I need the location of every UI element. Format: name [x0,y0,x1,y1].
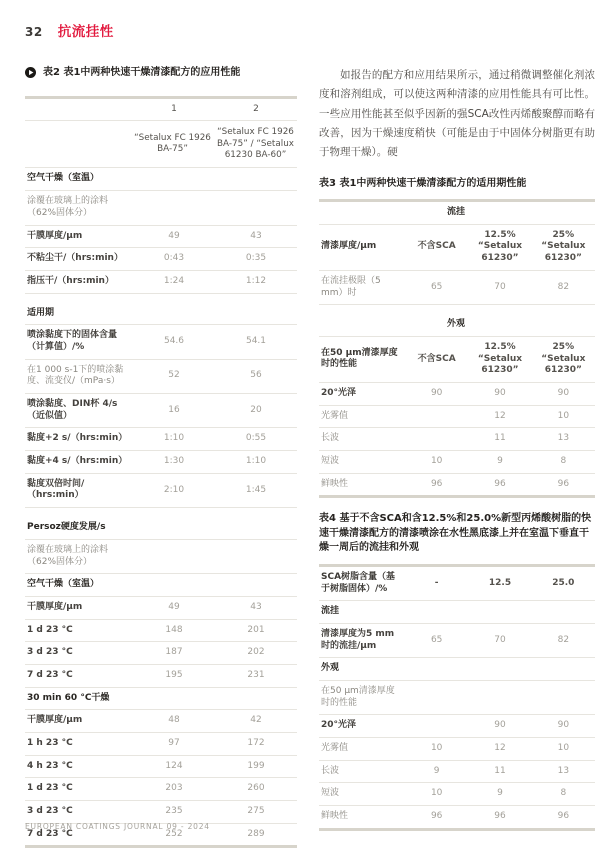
table-row [25,620,297,643]
table-row [25,248,297,271]
cell-value: 202 [247,647,265,658]
cell-value: 1:10 [163,433,185,444]
cell-value: 1:10 [245,456,267,467]
table-row [25,360,297,394]
table-row [319,738,595,761]
cell-value: 42 [250,715,262,726]
row-label: 光雾值 [321,410,349,421]
cell-value: “Setalux FC 1926 BA-75” [134,132,211,155]
row-label: 清漆厚度/μm [321,241,377,252]
table3 [319,199,595,498]
table-row [25,778,297,801]
cell-value: 12.5% “Setalux 61230” [477,229,523,264]
cell-value: 0:55 [245,433,267,444]
table-row [25,688,297,711]
cell-value: 96 [557,478,570,489]
row-label: 黏度+4 s/（hrs:min） [27,456,128,467]
cell-value: 70 [494,281,506,292]
cell-value: 56 [250,370,262,381]
table-row [319,761,595,784]
row-label: 30 min 60 °C干燥 [27,692,110,703]
table-row [25,294,297,303]
cell-value: 90 [557,387,570,398]
row-label: 短波 [321,456,340,466]
cell-value: 10 [557,743,570,754]
table-row [319,383,595,406]
row-label: 在流挂极限（5 mm）时 [321,275,381,298]
cell-value: 12.5% “Setalux 61230” [477,341,523,376]
cell-value: 不含SCA [417,353,456,364]
row-label: 干膜厚度/μm [27,601,83,612]
cell-value: 96 [557,811,570,822]
cell-value: 2:10 [163,484,185,495]
row-label: 涂覆在玻璃上的涂料（62%固体分） [27,196,109,218]
row-label: 7 d 23 °C [27,669,73,680]
table-row [25,710,297,733]
cell-value: 0:35 [245,253,267,264]
row-label: 3 d 23 °C [27,806,73,817]
cell-value: 9 [497,788,503,799]
row-label: SCA树脂含量（基于树脂固体）/% [321,571,396,594]
table-row [319,715,595,738]
cell-value: 203 [165,783,183,794]
row-label: 在50 μm清漆厚度时的性能 [321,686,395,708]
cell-value: 11 [494,765,506,776]
row-label: 干膜厚度/μm [27,230,83,241]
table-row [25,325,297,359]
row-label: 清漆厚度为5 mm时的流挂/μm [321,628,395,651]
cell-value: 96 [494,478,506,489]
cell-value: 12 [494,410,506,421]
row-label: 4 h 23 °C [27,760,73,771]
row-label: 黏度双倍时间/（hrs:min） [27,478,85,501]
content-columns [25,66,595,848]
row-label: 喷涂黏度、DIN杯 4/s（近似值） [27,399,118,421]
cell-value: 252 [165,828,183,839]
cell-value: 172 [247,738,265,749]
row-label: 长波 [321,765,340,776]
table-row [319,783,595,806]
table-row [25,474,297,508]
cell-value: 12 [494,743,506,754]
cell-value: 0:43 [163,253,185,264]
table-row [319,601,595,624]
cell-value: 不含SCA [417,241,456,252]
cell-value: 96 [430,478,443,489]
table-row [25,168,297,191]
cell-value: 54.6 [163,336,185,347]
table-row [25,597,297,620]
row-label: 流挂 [321,606,340,617]
row-label: 不粘尘干/（hrs:min） [27,253,123,264]
cell-value: 90 [430,387,443,398]
table-row [319,314,595,337]
row-label: 空气干燥（室温） [27,579,100,590]
cell-value: 65 [430,634,443,645]
left-column [25,66,297,848]
table-row [25,574,297,597]
row-label: 喷涂黏度下的固体含量（计算值）/% [27,330,118,352]
row-label: 指压干/（hrs:min） [27,275,114,286]
footer-text: EUROPEAN COATINGS JOURNAL 09 - 2024 [25,822,210,831]
cell-value: 1 [171,103,177,114]
cell-value: 90 [557,720,570,731]
table-row [319,806,595,828]
row-label: Persoz硬度发展/s [27,522,106,533]
cell-value: 10 [430,743,443,754]
cell-value: 1:24 [163,275,185,286]
table-row [25,303,297,326]
page-header [25,20,575,40]
row-label: 外观 [321,663,340,674]
table2-caption-row [25,66,297,81]
table-row [319,225,595,271]
table-row [25,226,297,249]
row-label: 长波 [321,433,340,444]
table3-caption: 表3 表1中两种快速干燥清漆配方的适用期性能 [319,177,527,189]
cell-value: 195 [165,669,183,680]
cell-value: “Setalux FC 1926 BA-75” / “Setalux 61230 BA-60” [217,127,294,161]
table-row [319,428,595,451]
cell-value: 235 [165,806,183,817]
table-row [319,681,595,715]
row-label: 流挂 [446,207,465,218]
row-label: 外观 [446,319,465,330]
cell-value: 289 [247,828,265,839]
table2 [25,96,297,849]
row-label: 7 d 23 °C [27,828,73,839]
row-label: 3 d 23 °C [27,647,73,658]
cell-value: 49 [168,230,180,241]
cell-value: 20 [250,404,262,415]
table-row [319,406,595,429]
row-label: 适用期 [27,307,55,318]
table-row [319,658,595,681]
table-row [319,271,595,305]
table-row [25,121,297,168]
cell-value: 231 [247,669,265,680]
cell-value: 124 [165,760,183,771]
table-row [319,567,595,601]
cell-value: 199 [247,760,265,771]
cell-value: 25.0 [552,577,575,588]
row-label: 干膜厚度/μm [27,715,83,726]
table4-caption: 表4 基于不含SCA和含12.5%和25.0%新型丙烯酸树脂的快速干燥清漆配方的清漆喷涂在水性黑底漆上并在室温下垂直干燥一周后的流挂和外观 [319,513,592,554]
cell-value: 275 [247,806,265,817]
table-row [319,202,595,225]
table-row [319,305,595,314]
table-row [25,540,297,574]
cell-value: 1:12 [245,275,267,286]
cell-value: 96 [494,811,506,822]
row-label: 1 h 23 °C [27,738,73,749]
cell-value: 148 [165,624,183,635]
cell-value: 10 [430,456,443,466]
cell-value: 25% “Setalux 61230” [541,229,586,264]
cell-value: 10 [430,788,443,799]
row-label: 光雾值 [321,743,349,754]
cell-value: 187 [165,647,183,658]
cell-value: 43 [250,601,262,612]
table-row [25,508,297,517]
cell-value: 16 [168,404,180,415]
table-row [25,271,297,294]
table-row [25,642,297,665]
table-row [25,99,297,122]
cell-value: 25% “Setalux 61230” [541,341,586,376]
row-label: 涂覆在玻璃上的涂料（62%固体分） [27,544,109,567]
cell-value: 11 [494,433,506,444]
row-label: 1 d 23 °C [27,624,73,635]
page-title: 抗流挂性 [57,24,114,40]
row-label: 黏度+2 s/（hrs:min） [27,433,128,444]
cell-value: 8 [560,788,567,799]
cell-value: 70 [494,634,506,645]
cell-value: 48 [168,715,180,726]
row-label: 鲜映性 [321,811,349,822]
cell-value: 90 [494,387,506,398]
row-label: 鲜映性 [321,478,349,489]
cell-value: 65 [430,281,443,292]
cell-value: 90 [494,720,506,731]
table-row [25,756,297,779]
cell-value: 82 [557,634,570,645]
cell-value: 260 [247,783,265,794]
row-label: 在1 000 s-1下的喷涂黏度、流变仪/（mPa·s） [27,364,124,387]
table-row [25,517,297,540]
cell-value: - [434,577,439,588]
cell-value: 97 [168,738,180,749]
cell-value: 49 [168,601,180,612]
cell-value: 201 [247,624,265,635]
table-row [25,665,297,688]
cell-value: 2 [253,103,259,114]
cell-value: 96 [430,811,443,822]
table-row [25,428,297,451]
cell-value: 54.1 [245,336,267,347]
table-row [319,624,595,658]
cell-value: 10 [557,410,570,421]
row-label: 20°光泽 [321,387,357,398]
table-row [319,474,595,496]
table-row [319,337,595,383]
table-row [25,191,297,225]
table4 [319,564,595,831]
cell-value: 1:45 [245,484,267,495]
cell-value: 1:30 [163,456,185,467]
cell-value: 82 [557,281,570,292]
table-row [25,394,297,428]
table-row [25,451,297,474]
cell-value: 12.5 [488,577,512,588]
page-number: 32 [25,25,43,39]
cell-value: 13 [557,433,570,444]
cell-value: 52 [168,370,180,381]
row-label: 20°光泽 [321,720,357,731]
cell-value: 9 [497,456,503,466]
row-label: 短波 [321,788,340,799]
table2-caption: 表2 表1中两种快速干燥清漆配方的应用性能 [43,67,241,78]
table-marker-icon [25,67,36,78]
row-label: 在50 μm清漆厚度时的性能 [321,347,398,370]
body-paragraph: 如报告的配方和应用结果所示，通过稍微调整催化剂浓度和溶剂组成，可以使这两种清漆的应用性能具有可比性。一些应用性能甚至似乎因新的强SCA改性丙烯酸聚醇而略有改善，因为干燥速度稍快（可能是由于中固体分树脂更有助于物理干燥）。硬 [319,69,595,159]
table-row [25,733,297,756]
cell-value: 8 [560,456,567,466]
right-column [319,66,595,848]
cell-value: 43 [250,230,262,241]
table-row [319,451,595,474]
cell-value: 13 [557,765,570,776]
row-label: 1 d 23 °C [27,783,73,794]
table-row [25,801,297,824]
cell-value: 9 [433,765,440,776]
row-label: 空气干燥（室温） [27,173,100,184]
